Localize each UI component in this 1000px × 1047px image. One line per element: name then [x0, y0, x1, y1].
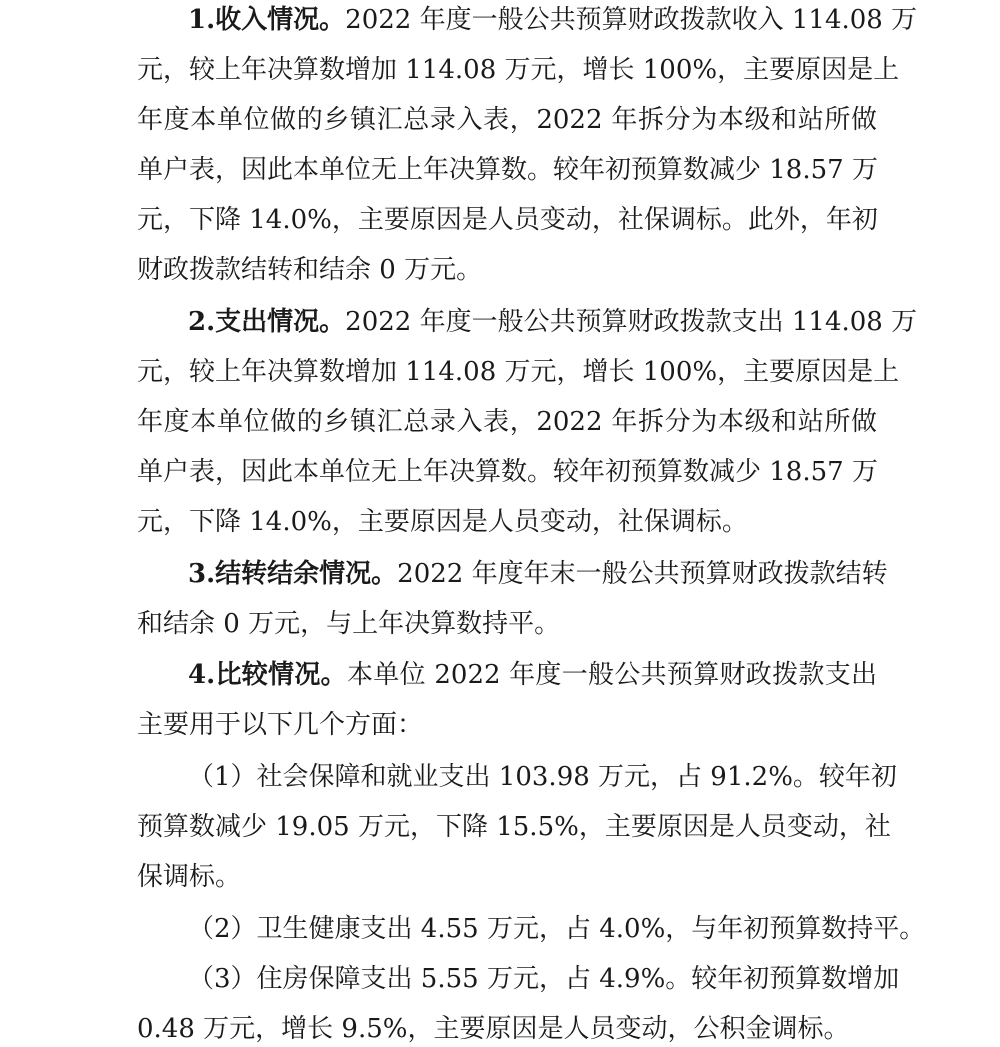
section-2-line-4: 单户表，因此本单位无上年决算数。较年初预算数减少 18.57 万 [137, 457, 878, 487]
section-4-line-1 [188, 657, 877, 693]
section-1-line-1 [188, 2, 918, 38]
section-2-line-1 [188, 304, 918, 340]
item-1-line-3: 保调标。 [137, 862, 242, 892]
section-3-text: 2022 年度年末一般公共预算财政拨款结转 [397, 559, 888, 589]
item-1-line-1: （1）社会保障和就业支出 103.98 万元，占 91.2%。较年初 [188, 762, 897, 792]
section-2-heading: 2.支出情况。 [188, 307, 346, 337]
section-1-line-6: 财政拨款结转和结余 0 万元。 [137, 255, 483, 285]
section-1-line-4: 单户表，因此本单位无上年决算数。较年初预算数减少 18.57 万 [137, 155, 878, 185]
section-2-text: 2022 年度一般公共预算财政拨款支出 114.08 万 [345, 307, 918, 337]
section-2-line-5: 元，下降 14.0%，主要原因是人员变动，社保调标。 [137, 507, 748, 537]
item-2-line-1: （2）卫生健康支出 4.55 万元，占 4.0%，与年初预算数持平。 [188, 914, 926, 944]
section-2-line-2: 元，较上年决算数增加 114.08 万元，增长 100%，主要原因是上 [137, 357, 900, 387]
section-4-text: 本单位 2022 年度一般公共预算财政拨款支出 [346, 660, 877, 690]
section-1-line-5: 元，下降 14.0%，主要原因是人员变动，社保调标。此外，年初 [137, 205, 878, 235]
section-3-heading: 3.结转结余情况。 [188, 559, 398, 589]
item-3-line-2: 0.48 万元，增长 9.5%，主要原因是人员变动，公积金调标。 [137, 1014, 850, 1044]
item-3-line-1: （3）住房保障支出 5.55 万元，占 4.9%。较年初预算数增加 [188, 964, 900, 994]
section-1-text: 2022 年度一般公共预算财政拨款收入 114.08 万 [345, 5, 918, 35]
section-4-heading: 4.比较情况。 [188, 660, 347, 690]
section-1-line-2: 元，较上年决算数增加 114.08 万元，增长 100%，主要原因是上 [137, 55, 900, 85]
section-3-line-1 [188, 556, 888, 592]
section-3-line-2: 和结余 0 万元，与上年决算数持平。 [137, 609, 561, 639]
section-2-line-3: 年度本单位做的乡镇汇总录入表，2022 年拆分为本级和站所做 [137, 407, 877, 437]
section-4-line-2: 主要用于以下几个方面： [137, 710, 424, 740]
section-1-heading: 1.收入情况。 [188, 5, 346, 35]
section-1-line-3: 年度本单位做的乡镇汇总录入表，2022 年拆分为本级和站所做 [137, 105, 877, 135]
item-1-line-2: 预算数减少 19.05 万元，下降 15.5%，主要原因是人员变动，社 [137, 812, 891, 842]
